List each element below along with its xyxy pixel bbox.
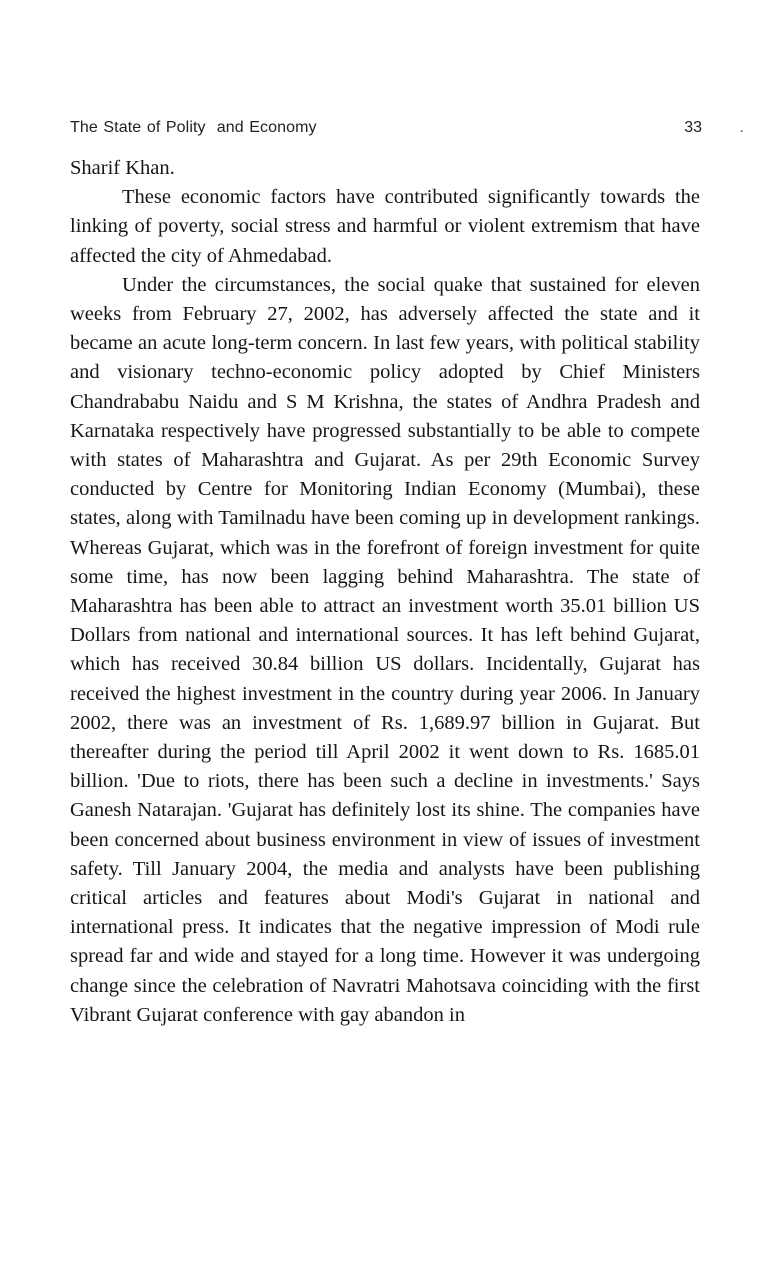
stray-mark: . <box>739 119 744 136</box>
book-page <box>70 117 744 1030</box>
running-header <box>70 117 744 143</box>
paragraph-continuation: Sharif Khan. <box>70 157 175 179</box>
page-number: 33 <box>684 119 702 136</box>
body-text <box>70 154 700 1030</box>
paragraph: These economic factors have contributed significantly towards the linking of poverty, social stress and harmful or violent extremism that have affected the city of Ahmedabad. <box>70 186 700 267</box>
paragraph: Under the circumstances, the social quake that sustained for eleven weeks from February 27, 2002, has adversely affected the state and it became an acute long-term concern. In last few years, with political stability and visionary techno-economic policy adopted by Chief Ministers Chandrababu Naidu and S M Krishna, the states of Andhra Pradesh and Karnataka respectively have progressed substantially to be able to compete with states of Maharashtra and Gujarat. As per 29th Economic Survey conducted by Centre for Monitoring Indian Economy (Mumbai), these states, along with Tamilnadu have been coming up in development rankings. Whereas Gujarat, which was in the forefront of foreign investment for quite some time, has now been lagging behind Maharashtra. The state of Maharashtra has been able to attract an investment worth 35.01 billion US Dollars from national and international sources. It has left behind Gujarat, which has received 30.84 billion US dollars. Incidentally, Gujarat has received the highest investment in the country during year 2006. In January 2002, there was an investment of Rs. 1,689.97 billion in Gujarat. But thereafter during the period till April 2002 it went down to Rs. 1685.01 billion. 'Due to riots, there has been such a decline in investments.' Says Ganesh Natarajan. 'Gujarat has definitely lost its shine. The companies have been concerned about business environment in view of issues of investment safety. Till January 2004, the media and analysts have been publishing critical articles and features about Modi's Gujarat in national and international press. It indicates that the negative impression of Modi rule spread far and wide and stayed for a long time. However it was undergoing change since the celebration of Navratri Mahotsava coinciding with the first Vibrant Gujarat conference with gay abandon in <box>70 273 700 1026</box>
running-title: The State of Polity and Economy <box>70 119 317 136</box>
